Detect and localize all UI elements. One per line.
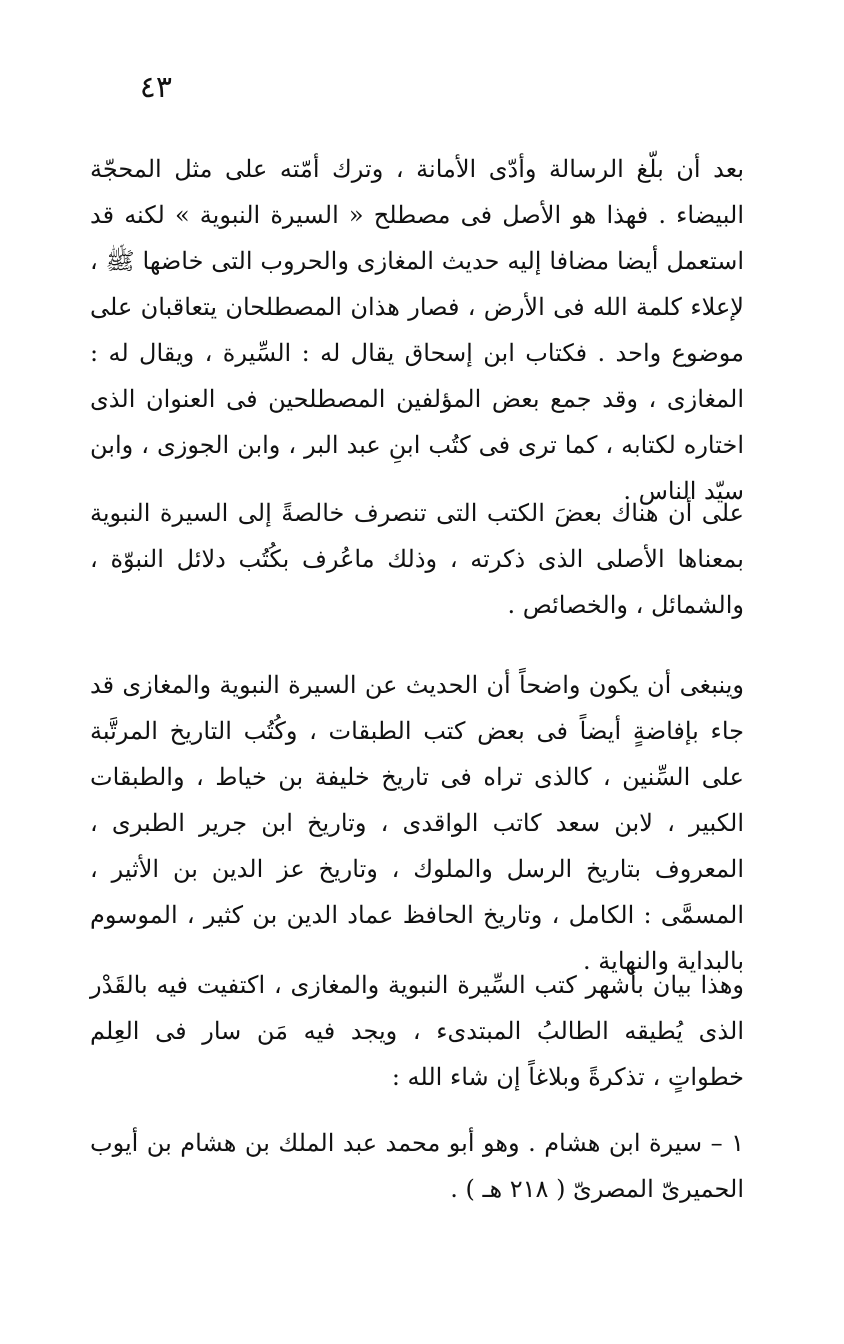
page-number: ٤٣ [139,70,172,105]
paragraph-text: بعد أن بلّغ الرسالة وأدّى الأمانة ، وترك أمّته على مثل المحجّة البيضاء . فهذا هو الأصل فى مصطلح « السيرة النبوية » لكنه قد استعمل أيضا مضافا إليه حديث المغازى والحروب التى خاضها ﷺ ، لإعلاء كلمة الله فى الأرض ، فصار هذان المصطلحان يتعاقبان على موضوع واحد . فكتاب ابن إسحاق يقال له : السِّيرة ، ويقال له : المغازى ، وقد جمع بعض المؤلفين المصطلحين فى العنوان الذى اختاره لكتابه ، كما ترى فى كتُب ابنِ عبد البر ، وابن الجوزى ، وابن سيّد الناس . [90,155,744,505]
paragraph-dalail-books [90,490,744,628]
list-item-ibn-hisham [90,1120,744,1212]
paragraph-text: على أن هناك بعضَ الكتب التى تنصرف خالصةً إلى السيرة النبوية بمعناها الأصلى الذى ذكرته ، وذلك ماعُرف بكُتُب دلائل النبوّة ، والشمائل ، والخصائص . [90,499,744,619]
paragraph-text: ١ – سيرة ابن هشام . وهو أبو محمد عبد الملك بن هشام بن أيوب الحميرىّ المصرىّ ( ٢١٨ هـ ) . [90,1129,744,1203]
paragraph-text: وينبغى أن يكون واضحاً أن الحديث عن السيرة النبوية والمغازى قد جاء بإفاضةٍ أيضاً فى بعض كتب الطبقات ، وكُتُب التاريخ المرتَّبة على السِّنين ، كالذى تراه فى تاريخ خليفة بن خياط ، والطبقات الكبير ، لابن سعد كاتب الواقدى ، وتاريخ ابن جرير الطبرى ، المعروف بتاريخ الرسل والملوك ، وتاريخ عز الدين بن الأثير ، المسمَّى : الكامل ، وتاريخ الحافظ عماد الدين بن كثير ، الموسوم بالبداية والنهاية . [90,671,745,975]
paragraph-text: وهذا بيان بأشهر كتب السِّيرة النبوية والمغازى ، اكتفيت فيه بالقَدْر الذى يُطيقه الطالبُ المبتدىء ، ويجد فيه مَن سار فى العِلم خطواتٍ ، تذكرةً وبلاغاً إن شاء الله : [90,971,744,1091]
paragraph-list-intro [90,962,744,1100]
paragraph-sira-definition [90,146,744,514]
paragraph-history-books [90,662,744,984]
